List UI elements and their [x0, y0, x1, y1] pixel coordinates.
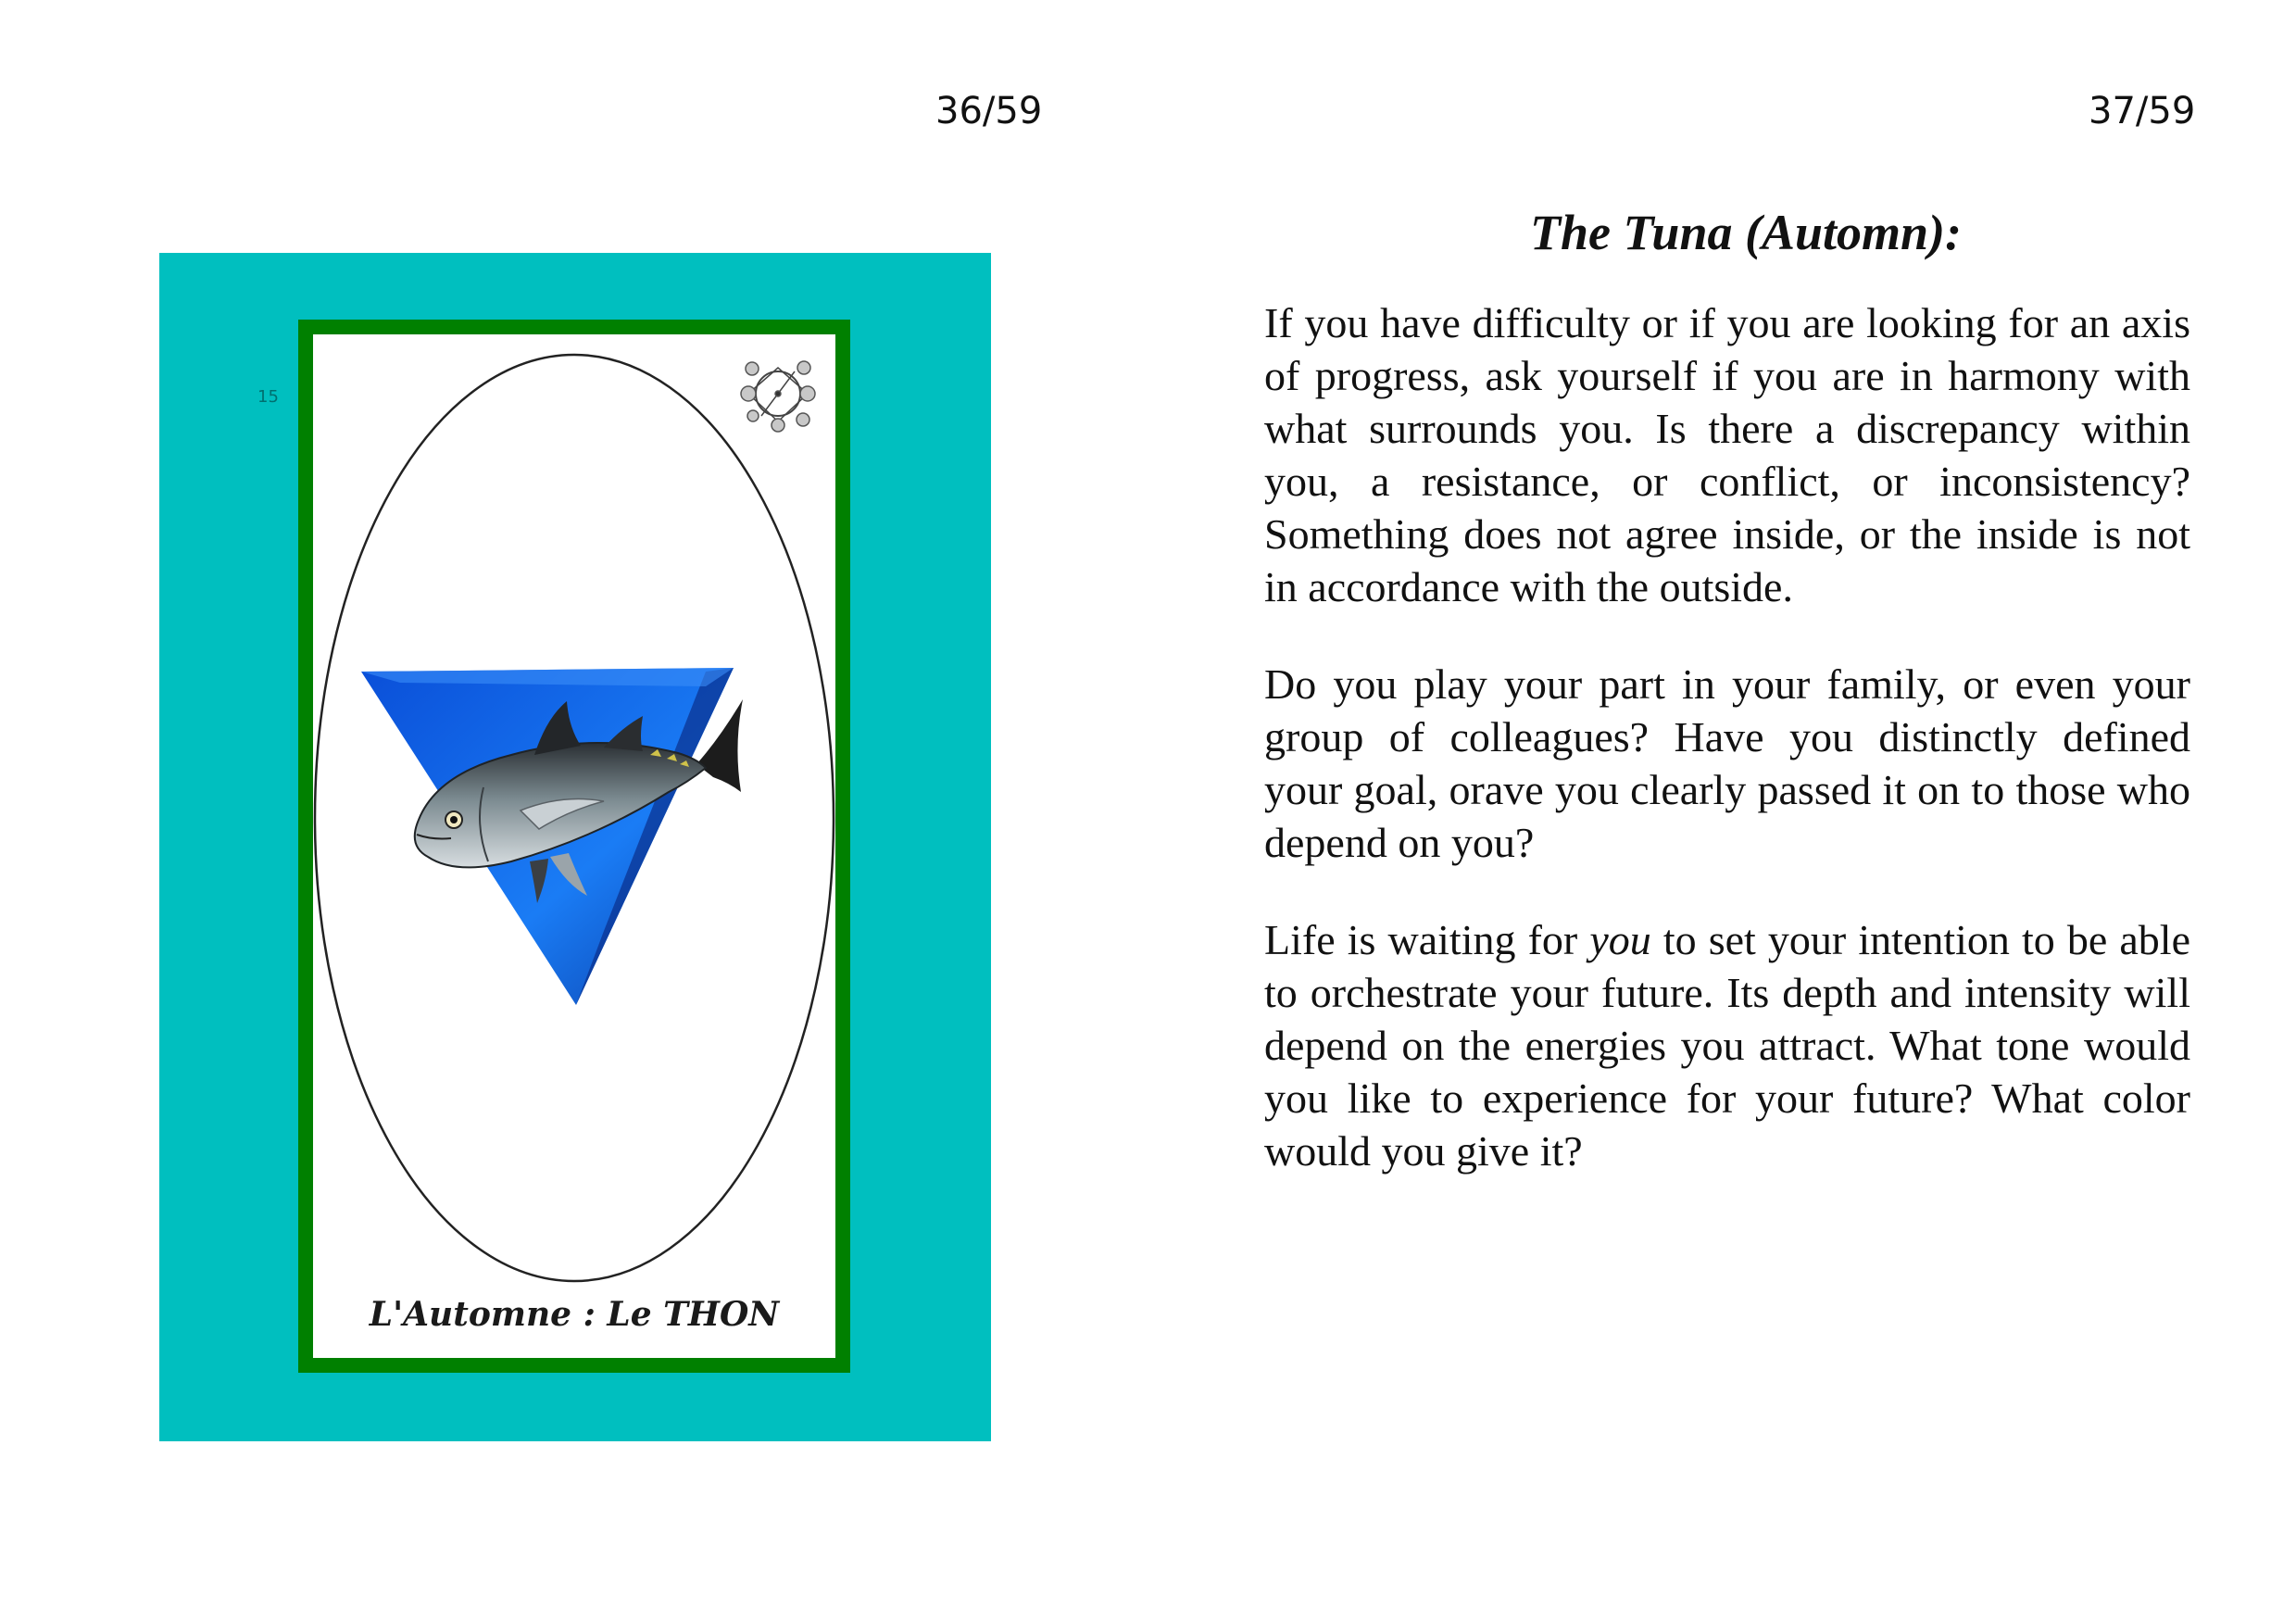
paragraph-1: If you have difficulty or if you are looking for an axis of progress, ask yourself if you are in harmony with what surrounds you. Is there a discrepancy within you, a resistance, or conflict, or inconsistency? Something does not agree inside, or the inside is not in accordance with the outside.	[1264, 299, 2190, 611]
constellation-symbol-icon	[741, 361, 815, 432]
paragraph-3	[1264, 913, 2190, 1177]
card-artwork	[298, 320, 850, 1373]
paragraph-3-start: Life is waiting for	[1264, 916, 1590, 964]
page-number-left: 36/59	[935, 90, 1043, 132]
page-title: The Tuna (Automn):	[1529, 205, 1963, 260]
paragraph-3-emphasis: you	[1589, 916, 1651, 964]
paragraph-2: Do you play your part in your family, or even your group of colleagues? Have you distinctly defined your goal, orave you clearly passed it on to those who depend on you?	[1264, 660, 2190, 867]
right-page-text	[1264, 204, 2190, 1222]
paragraph-3-end: to set your intention to be able to orchestrate your future. Its depth and intensity will depend on the energies you attract. What tone would you like to experience for your future? What color would you give it?	[1264, 916, 2191, 1175]
card-caption: L'Automne : Le THON	[369, 1295, 780, 1334]
page-number-right: 37/59	[2089, 90, 2196, 132]
card-number: 15	[257, 387, 279, 407]
